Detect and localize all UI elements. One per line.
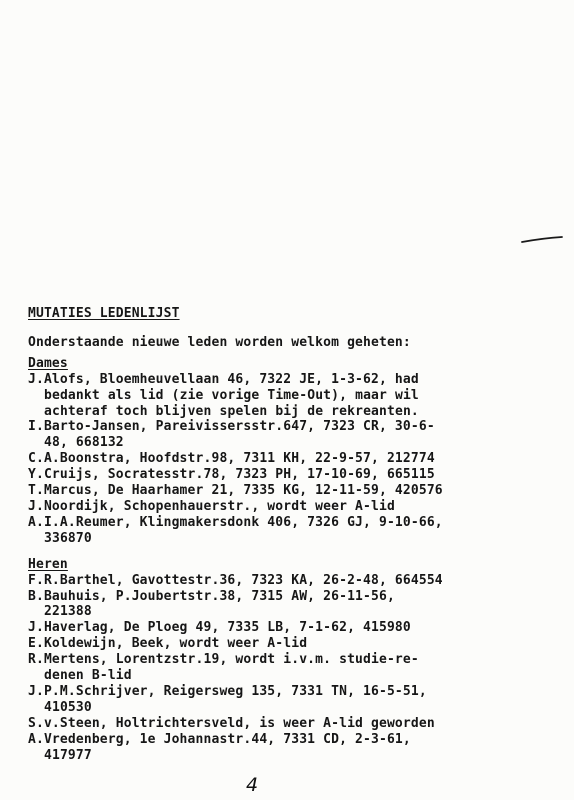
entry-line: F.R.Barthel, Gavottestr.36, 7323 KA, 26-2-48, 664554 (28, 572, 443, 588)
list-item (28, 499, 558, 515)
entry-line: J.P.M.Schrijver, Reigersweg 135, 7331 TN, 16-5-51, (28, 683, 427, 699)
entry-line: 336870 (44, 530, 92, 546)
entry-line: 221388 (44, 604, 92, 620)
entry-line: J.Haverlag, De Ploeg 49, 7335 LB, 7-1-62, 415980 (28, 620, 411, 636)
member-list-mutations (28, 306, 558, 763)
entry-line: A.I.A.Reumer, Klingmakersdonk 406, 7326 GJ, 9-10-66, (28, 514, 443, 530)
list-item (28, 451, 558, 467)
pen-stroke-mark (521, 236, 563, 244)
entry-line: bedankt als lid (zie vorige Time-Out), maar wil (44, 387, 419, 403)
entry-line: S.v.Steen, Holtrichtersveld, is weer A-lid geworden (28, 715, 435, 731)
list-item (28, 620, 558, 636)
intro-text: Onderstaande nieuwe leden worden welkom geheten: (28, 334, 411, 350)
entry-line: A.Vredenberg, 1e Johannastr.44, 7331 CD, 2-3-61, (28, 731, 411, 747)
entry-line: denen B-lid (44, 668, 132, 684)
list-item (28, 467, 558, 483)
list-item (28, 636, 558, 652)
list-item (28, 732, 558, 764)
heren-list (28, 573, 558, 764)
list-item (28, 589, 558, 621)
entry-line: R.Mertens, Lorentzstr.19, wordt i.v.m. studie-re- (28, 652, 419, 668)
entry-line: J.Alofs, Bloemheuvellaan 46, 7322 JE, 1-3-62, had (28, 371, 419, 387)
list-item (28, 372, 558, 420)
list-item (28, 684, 558, 716)
entry-line: J.Noordijk, Schopenhauerstr., wordt weer A-lid (28, 498, 395, 514)
list-item (28, 573, 558, 589)
dames-list (28, 372, 558, 547)
entry-line: B.Bauhuis, P.Joubertstr.38, 7315 AW, 26-11-56, (28, 588, 395, 604)
list-item (28, 419, 558, 451)
document-title: MUTATIES LEDENLIJST (28, 306, 180, 321)
entry-line: 417977 (44, 747, 92, 763)
entry-line: I.Barto-Jansen, Pareivissersstr.647, 7323 CR, 30-6- (28, 419, 435, 435)
entry-line: achteraf toch blijven spelen bij de rekreanten. (44, 403, 419, 419)
section-heading-dames: Dames (28, 355, 68, 371)
list-item (28, 652, 558, 684)
list-item (28, 515, 558, 547)
entry-line: 410530 (44, 699, 92, 715)
section-heading-heren: Heren (28, 556, 68, 572)
entry-line: E.Koldewijn, Beek, wordt weer A-lid (28, 636, 308, 652)
list-item (28, 483, 558, 499)
entry-line: T.Marcus, De Haarhamer 21, 7335 KG, 12-11-59, 420576 (28, 483, 443, 499)
entry-line: C.A.Boonstra, Hoofdstr.98, 7311 KH, 22-9-57, 212774 (28, 451, 435, 467)
entry-line: 48, 668132 (44, 435, 124, 451)
page-number: 4 (246, 774, 259, 796)
list-item (28, 716, 558, 732)
entry-line: Y.Cruijs, Socratesstr.78, 7323 PH, 17-10-69, 665115 (28, 467, 435, 483)
